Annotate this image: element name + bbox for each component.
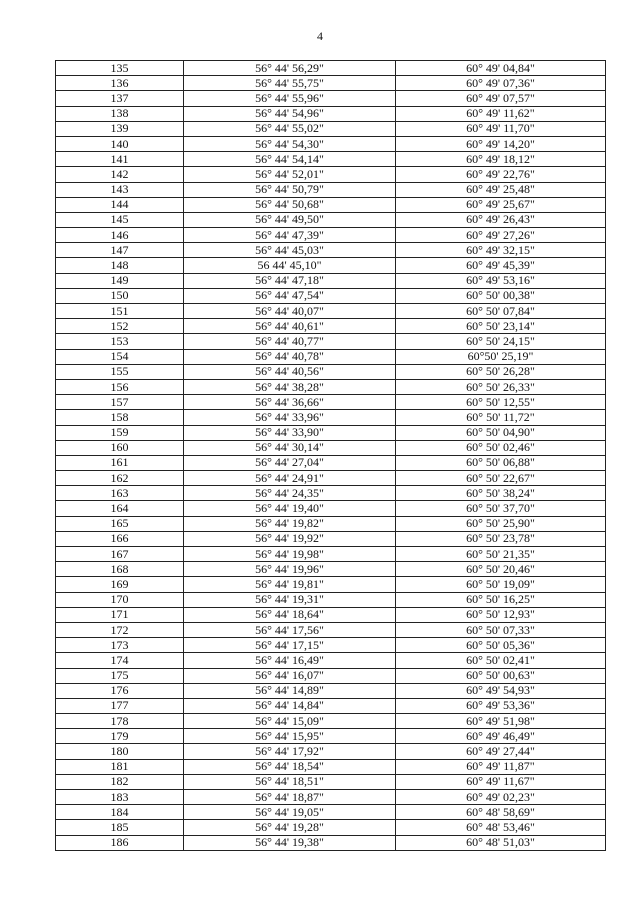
longitude-cell: 60° 50' 37,70"	[396, 501, 606, 516]
latitude-cell: 56° 44' 40,77"	[184, 334, 396, 349]
longitude-cell: 60° 49' 04,84"	[396, 61, 606, 76]
latitude-cell: 56° 44' 45,03"	[184, 243, 396, 258]
latitude-cell: 56° 44' 40,56"	[184, 364, 396, 379]
latitude-cell: 56° 44' 19,92"	[184, 531, 396, 546]
latitude-cell: 56° 44' 24,35"	[184, 486, 396, 501]
latitude-cell: 56° 44' 18,64"	[184, 607, 396, 622]
latitude-cell: 56° 44' 47,18"	[184, 273, 396, 288]
latitude-cell: 56 44' 45,10"	[184, 258, 396, 273]
table-row	[56, 288, 606, 303]
point-number-cell: 158	[56, 410, 184, 425]
latitude-cell: 56° 44' 38,28"	[184, 379, 396, 394]
longitude-cell: 60° 48' 53,46"	[396, 820, 606, 835]
table-row	[56, 334, 606, 349]
longitude-cell: 60° 49' 07,36"	[396, 76, 606, 91]
latitude-cell: 56° 44' 40,61"	[184, 319, 396, 334]
coordinates-table-body	[56, 61, 606, 851]
longitude-cell: 60° 50' 07,33"	[396, 622, 606, 637]
point-number-cell: 142	[56, 167, 184, 182]
table-row	[56, 638, 606, 653]
latitude-cell: 56° 44' 14,89"	[184, 683, 396, 698]
table-row	[56, 501, 606, 516]
latitude-cell: 56° 44' 50,68"	[184, 197, 396, 212]
longitude-cell: 60° 48' 58,69"	[396, 805, 606, 820]
longitude-cell: 60° 50' 21,35"	[396, 547, 606, 562]
point-number-cell: 160	[56, 440, 184, 455]
longitude-cell: 60° 49' 11,87"	[396, 759, 606, 774]
table-row	[56, 379, 606, 394]
longitude-cell: 60° 49' 26,43"	[396, 212, 606, 227]
table-row	[56, 440, 606, 455]
table-row	[56, 455, 606, 470]
longitude-cell: 60° 49' 53,36"	[396, 698, 606, 713]
longitude-cell: 60° 49' 46,49"	[396, 729, 606, 744]
longitude-cell: 60° 49' 18,12"	[396, 152, 606, 167]
longitude-cell: 60° 49' 11,70"	[396, 121, 606, 136]
point-number-cell: 140	[56, 136, 184, 151]
latitude-cell: 56° 44' 33,96"	[184, 410, 396, 425]
point-number-cell: 180	[56, 744, 184, 759]
latitude-cell: 56° 44' 55,75"	[184, 76, 396, 91]
table-row	[56, 425, 606, 440]
point-number-cell: 154	[56, 349, 184, 364]
latitude-cell: 56° 44' 54,14"	[184, 152, 396, 167]
longitude-cell: 60° 50' 24,15"	[396, 334, 606, 349]
point-number-cell: 178	[56, 714, 184, 729]
longitude-cell: 60° 50' 19,09"	[396, 577, 606, 592]
latitude-cell: 56° 44' 19,31"	[184, 592, 396, 607]
point-number-cell: 139	[56, 121, 184, 136]
latitude-cell: 56° 44' 55,02"	[184, 121, 396, 136]
longitude-cell: 60° 50' 05,36"	[396, 638, 606, 653]
longitude-cell: 60° 50' 23,14"	[396, 319, 606, 334]
table-row	[56, 714, 606, 729]
latitude-cell: 56° 44' 16,07"	[184, 668, 396, 683]
table-row	[56, 395, 606, 410]
point-number-cell: 181	[56, 759, 184, 774]
table-row	[56, 61, 606, 76]
table-row	[56, 774, 606, 789]
point-number-cell: 146	[56, 228, 184, 243]
latitude-cell: 56° 44' 19,96"	[184, 562, 396, 577]
table-row	[56, 486, 606, 501]
table-row	[56, 805, 606, 820]
longitude-cell: 60° 50' 12,93"	[396, 607, 606, 622]
point-number-cell: 157	[56, 395, 184, 410]
table-row	[56, 304, 606, 319]
longitude-cell: 60° 50' 26,28"	[396, 364, 606, 379]
longitude-cell: 60° 49' 25,48"	[396, 182, 606, 197]
longitude-cell: 60° 49' 27,26"	[396, 228, 606, 243]
longitude-cell: 60° 50' 02,41"	[396, 653, 606, 668]
latitude-cell: 56° 44' 52,01"	[184, 167, 396, 182]
longitude-cell: 60° 50' 16,25"	[396, 592, 606, 607]
longitude-cell: 60° 49' 11,62"	[396, 106, 606, 121]
point-number-cell: 163	[56, 486, 184, 501]
latitude-cell: 56° 44' 49,50"	[184, 212, 396, 227]
latitude-cell: 56° 44' 27,04"	[184, 455, 396, 470]
longitude-cell: 60° 50' 12,55"	[396, 395, 606, 410]
point-number-cell: 186	[56, 835, 184, 850]
latitude-cell: 56° 44' 47,54"	[184, 288, 396, 303]
latitude-cell: 56° 44' 24,91"	[184, 471, 396, 486]
table-row	[56, 410, 606, 425]
table-row	[56, 547, 606, 562]
longitude-cell: 60° 50' 25,90"	[396, 516, 606, 531]
longitude-cell: 60° 50' 07,84"	[396, 304, 606, 319]
table-row	[56, 197, 606, 212]
point-number-cell: 184	[56, 805, 184, 820]
table-row	[56, 167, 606, 182]
table-row	[56, 471, 606, 486]
longitude-cell: 60° 49' 51,98"	[396, 714, 606, 729]
longitude-cell: 60° 49' 54,93"	[396, 683, 606, 698]
point-number-cell: 155	[56, 364, 184, 379]
point-number-cell: 143	[56, 182, 184, 197]
latitude-cell: 56° 44' 19,81"	[184, 577, 396, 592]
latitude-cell: 56° 44' 17,92"	[184, 744, 396, 759]
latitude-cell: 56° 44' 19,05"	[184, 805, 396, 820]
coordinates-table	[55, 60, 606, 851]
latitude-cell: 56° 44' 15,09"	[184, 714, 396, 729]
table-row	[56, 562, 606, 577]
table-row	[56, 136, 606, 151]
longitude-cell: 60° 49' 32,15"	[396, 243, 606, 258]
latitude-cell: 56° 44' 19,98"	[184, 547, 396, 562]
table-row	[56, 835, 606, 850]
table-row	[56, 152, 606, 167]
latitude-cell: 56° 44' 19,40"	[184, 501, 396, 516]
longitude-cell: 60° 49' 53,16"	[396, 273, 606, 288]
longitude-cell: 60° 50' 02,46"	[396, 440, 606, 455]
table-row	[56, 243, 606, 258]
latitude-cell: 56° 44' 30,14"	[184, 440, 396, 455]
point-number-cell: 167	[56, 547, 184, 562]
point-number-cell: 185	[56, 820, 184, 835]
point-number-cell: 183	[56, 790, 184, 805]
table-row	[56, 349, 606, 364]
latitude-cell: 56° 44' 19,38"	[184, 835, 396, 850]
table-row	[56, 228, 606, 243]
longitude-cell: 60°50' 25,19"	[396, 349, 606, 364]
table-row	[56, 683, 606, 698]
point-number-cell: 162	[56, 471, 184, 486]
longitude-cell: 60° 49' 07,57"	[396, 91, 606, 106]
longitude-cell: 60° 50' 00,38"	[396, 288, 606, 303]
latitude-cell: 56° 44' 18,87"	[184, 790, 396, 805]
latitude-cell: 56° 44' 18,54"	[184, 759, 396, 774]
table-row	[56, 76, 606, 91]
longitude-cell: 60° 50' 22,67"	[396, 471, 606, 486]
table-row	[56, 319, 606, 334]
longitude-cell: 60° 50' 20,46"	[396, 562, 606, 577]
table-row	[56, 121, 606, 136]
longitude-cell: 60° 50' 06,88"	[396, 455, 606, 470]
point-number-cell: 138	[56, 106, 184, 121]
table-row	[56, 577, 606, 592]
longitude-cell: 60° 49' 14,20"	[396, 136, 606, 151]
table-row	[56, 820, 606, 835]
latitude-cell: 56° 44' 16,49"	[184, 653, 396, 668]
table-row	[56, 668, 606, 683]
longitude-cell: 60° 50' 26,33"	[396, 379, 606, 394]
point-number-cell: 137	[56, 91, 184, 106]
longitude-cell: 60° 50' 23,78"	[396, 531, 606, 546]
point-number-cell: 174	[56, 653, 184, 668]
table-row	[56, 516, 606, 531]
point-number-cell: 170	[56, 592, 184, 607]
longitude-cell: 60° 50' 00,63"	[396, 668, 606, 683]
latitude-cell: 56° 44' 56,29"	[184, 61, 396, 76]
latitude-cell: 56° 44' 54,96"	[184, 106, 396, 121]
latitude-cell: 56° 44' 17,15"	[184, 638, 396, 653]
latitude-cell: 56° 44' 50,79"	[184, 182, 396, 197]
point-number-cell: 161	[56, 455, 184, 470]
table-row	[56, 182, 606, 197]
point-number-cell: 179	[56, 729, 184, 744]
point-number-cell: 166	[56, 531, 184, 546]
table-row	[56, 106, 606, 121]
point-number-cell: 165	[56, 516, 184, 531]
point-number-cell: 173	[56, 638, 184, 653]
longitude-cell: 60° 49' 25,67"	[396, 197, 606, 212]
point-number-cell: 141	[56, 152, 184, 167]
latitude-cell: 56° 44' 19,28"	[184, 820, 396, 835]
point-number-cell: 148	[56, 258, 184, 273]
longitude-cell: 60° 48' 51,03"	[396, 835, 606, 850]
point-number-cell: 159	[56, 425, 184, 440]
point-number-cell: 164	[56, 501, 184, 516]
page-number: 4	[317, 29, 323, 43]
point-number-cell: 150	[56, 288, 184, 303]
longitude-cell: 60° 50' 11,72"	[396, 410, 606, 425]
table-row	[56, 729, 606, 744]
point-number-cell: 171	[56, 607, 184, 622]
point-number-cell: 149	[56, 273, 184, 288]
table-row	[56, 364, 606, 379]
table-row	[56, 759, 606, 774]
longitude-cell: 60° 49' 27,44"	[396, 744, 606, 759]
latitude-cell: 56° 44' 17,56"	[184, 622, 396, 637]
longitude-cell: 60° 49' 11,67"	[396, 774, 606, 789]
point-number-cell: 135	[56, 61, 184, 76]
longitude-cell: 60° 50' 38,24"	[396, 486, 606, 501]
point-number-cell: 182	[56, 774, 184, 789]
latitude-cell: 56° 44' 55,96"	[184, 91, 396, 106]
table-row	[56, 531, 606, 546]
point-number-cell: 175	[56, 668, 184, 683]
latitude-cell: 56° 44' 40,07"	[184, 304, 396, 319]
latitude-cell: 56° 44' 36,66"	[184, 395, 396, 410]
point-number-cell: 168	[56, 562, 184, 577]
point-number-cell: 147	[56, 243, 184, 258]
table-row	[56, 744, 606, 759]
table-row	[56, 273, 606, 288]
table-row	[56, 790, 606, 805]
latitude-cell: 56° 44' 40,78"	[184, 349, 396, 364]
latitude-cell: 56° 44' 47,39"	[184, 228, 396, 243]
latitude-cell: 56° 44' 19,82"	[184, 516, 396, 531]
longitude-cell: 60° 49' 45,39"	[396, 258, 606, 273]
point-number-cell: 169	[56, 577, 184, 592]
table-row	[56, 91, 606, 106]
table-row	[56, 698, 606, 713]
latitude-cell: 56° 44' 15,95"	[184, 729, 396, 744]
table-row	[56, 607, 606, 622]
point-number-cell: 172	[56, 622, 184, 637]
point-number-cell: 136	[56, 76, 184, 91]
table-row	[56, 592, 606, 607]
longitude-cell: 60° 50' 04,90"	[396, 425, 606, 440]
latitude-cell: 56° 44' 54,30"	[184, 136, 396, 151]
table-row	[56, 258, 606, 273]
point-number-cell: 176	[56, 683, 184, 698]
point-number-cell: 144	[56, 197, 184, 212]
point-number-cell: 145	[56, 212, 184, 227]
latitude-cell: 56° 44' 14,84"	[184, 698, 396, 713]
point-number-cell: 152	[56, 319, 184, 334]
point-number-cell: 177	[56, 698, 184, 713]
table-row	[56, 653, 606, 668]
point-number-cell: 156	[56, 379, 184, 394]
table-row	[56, 212, 606, 227]
longitude-cell: 60° 49' 22,76"	[396, 167, 606, 182]
point-number-cell: 153	[56, 334, 184, 349]
latitude-cell: 56° 44' 18,51"	[184, 774, 396, 789]
table-row	[56, 622, 606, 637]
longitude-cell: 60° 49' 02,23"	[396, 790, 606, 805]
point-number-cell: 151	[56, 304, 184, 319]
latitude-cell: 56° 44' 33,90"	[184, 425, 396, 440]
